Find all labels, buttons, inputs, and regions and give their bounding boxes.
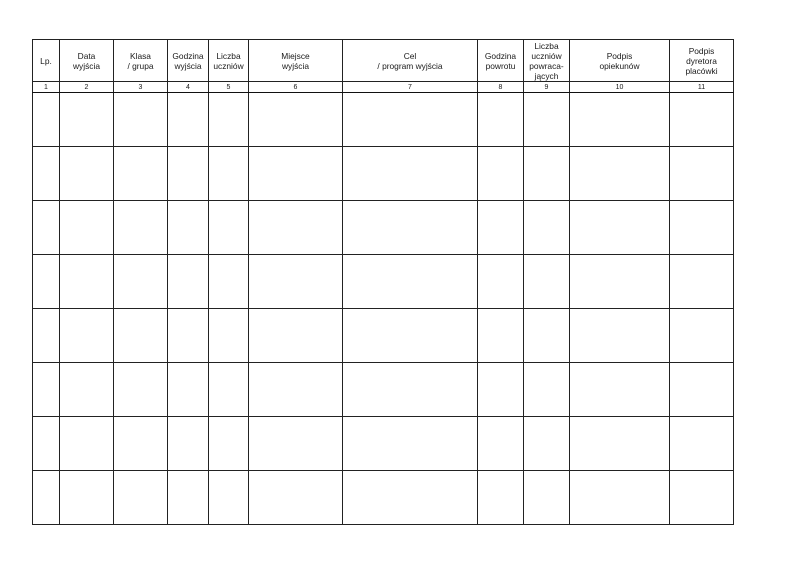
entry-cell[interactable] — [33, 309, 60, 363]
entry-cell[interactable] — [33, 363, 60, 417]
entry-cell[interactable] — [670, 309, 734, 363]
entry-cell[interactable] — [343, 147, 478, 201]
column-number: 6 — [249, 82, 343, 93]
entry-cell[interactable] — [343, 201, 478, 255]
entry-cell[interactable] — [478, 417, 524, 471]
column-header-klasa-grupa: Klasa / grupa — [114, 40, 168, 82]
entry-cell[interactable] — [524, 93, 570, 147]
entry-cell[interactable] — [114, 255, 168, 309]
entry-cell[interactable] — [114, 201, 168, 255]
entry-cell[interactable] — [343, 363, 478, 417]
column-header-godzina-powrotu: Godzina powrotu — [478, 40, 524, 82]
entry-cell[interactable] — [570, 363, 670, 417]
entry-cell[interactable] — [249, 147, 343, 201]
entry-cell[interactable] — [168, 93, 209, 147]
column-number: 5 — [209, 82, 249, 93]
table-row — [33, 255, 734, 309]
entry-cell[interactable] — [168, 147, 209, 201]
entry-cell[interactable] — [209, 255, 249, 309]
entry-cell[interactable] — [570, 309, 670, 363]
entry-cell[interactable] — [209, 309, 249, 363]
entry-cell[interactable] — [60, 363, 114, 417]
table-row — [33, 417, 734, 471]
entry-cell[interactable] — [168, 201, 209, 255]
entry-cell[interactable] — [60, 417, 114, 471]
column-header-data-wyjscia: Data wyjścia — [60, 40, 114, 82]
entry-cell[interactable] — [249, 363, 343, 417]
entry-cell[interactable] — [524, 147, 570, 201]
entry-cell[interactable] — [114, 471, 168, 525]
entry-cell[interactable] — [670, 147, 734, 201]
column-number: 10 — [570, 82, 670, 93]
entry-cell[interactable] — [570, 147, 670, 201]
entry-cell[interactable] — [114, 93, 168, 147]
entry-cell[interactable] — [209, 417, 249, 471]
entry-cell[interactable] — [249, 255, 343, 309]
header-row — [33, 40, 734, 82]
entry-cell[interactable] — [343, 255, 478, 309]
entry-cell[interactable] — [478, 363, 524, 417]
column-header-podpis-dyrektora: Podpis dyretora placówki — [670, 40, 734, 82]
entry-cell[interactable] — [168, 309, 209, 363]
entry-cell[interactable] — [168, 363, 209, 417]
entry-cell[interactable] — [670, 417, 734, 471]
entry-cell[interactable] — [524, 363, 570, 417]
entry-cell[interactable] — [33, 201, 60, 255]
column-header-liczba-uczniow: Liczba uczniów — [209, 40, 249, 82]
entry-cell[interactable] — [33, 471, 60, 525]
entry-cell[interactable] — [60, 255, 114, 309]
entry-cell[interactable] — [478, 201, 524, 255]
table-row — [33, 201, 734, 255]
entry-cell[interactable] — [670, 255, 734, 309]
entry-cell[interactable] — [114, 309, 168, 363]
column-number: 3 — [114, 82, 168, 93]
entry-cell[interactable] — [524, 201, 570, 255]
entry-rows — [33, 93, 734, 525]
entry-cell[interactable] — [478, 255, 524, 309]
entry-cell[interactable] — [114, 363, 168, 417]
school-outing-register-table — [32, 39, 734, 525]
entry-cell[interactable] — [114, 417, 168, 471]
column-header-lp: Lp. — [33, 40, 60, 82]
entry-cell[interactable] — [524, 417, 570, 471]
column-number: 2 — [60, 82, 114, 93]
entry-cell[interactable] — [249, 309, 343, 363]
entry-cell[interactable] — [60, 147, 114, 201]
entry-cell[interactable] — [249, 471, 343, 525]
entry-cell[interactable] — [33, 417, 60, 471]
entry-cell[interactable] — [670, 201, 734, 255]
entry-cell[interactable] — [33, 255, 60, 309]
entry-cell[interactable] — [209, 201, 249, 255]
entry-cell[interactable] — [670, 363, 734, 417]
entry-cell[interactable] — [570, 201, 670, 255]
entry-cell[interactable] — [209, 93, 249, 147]
entry-cell[interactable] — [478, 309, 524, 363]
entry-cell[interactable] — [343, 93, 478, 147]
entry-cell[interactable] — [670, 93, 734, 147]
table-row — [33, 363, 734, 417]
entry-cell[interactable] — [570, 93, 670, 147]
column-number-row — [33, 82, 734, 93]
entry-cell[interactable] — [60, 309, 114, 363]
table-row — [33, 471, 734, 525]
entry-cell[interactable] — [60, 93, 114, 147]
entry-cell[interactable] — [670, 471, 734, 525]
entry-cell[interactable] — [33, 147, 60, 201]
column-header-cel-program: Cel / program wyjścia — [343, 40, 478, 82]
entry-cell[interactable] — [570, 255, 670, 309]
entry-cell[interactable] — [60, 471, 114, 525]
table-row — [33, 309, 734, 363]
entry-cell[interactable] — [33, 93, 60, 147]
entry-cell[interactable] — [570, 417, 670, 471]
entry-cell[interactable] — [60, 201, 114, 255]
column-number: 1 — [33, 82, 60, 93]
column-number: 9 — [524, 82, 570, 93]
entry-cell[interactable] — [209, 471, 249, 525]
column-header-podpis-opiekunow: Podpis opiekunów — [570, 40, 670, 82]
column-number: 11 — [670, 82, 734, 93]
entry-cell[interactable] — [343, 309, 478, 363]
column-number: 7 — [343, 82, 478, 93]
entry-cell[interactable] — [478, 471, 524, 525]
entry-cell[interactable] — [168, 255, 209, 309]
entry-cell[interactable] — [478, 93, 524, 147]
entry-cell[interactable] — [168, 471, 209, 525]
entry-cell[interactable] — [114, 147, 168, 201]
entry-cell[interactable] — [249, 201, 343, 255]
entry-cell[interactable] — [524, 255, 570, 309]
table-row — [33, 93, 734, 147]
entry-cell[interactable] — [524, 309, 570, 363]
entry-cell[interactable] — [478, 147, 524, 201]
table-row — [33, 147, 734, 201]
column-header-miejsce-wyjscia: Miejsce wyjścia — [249, 40, 343, 82]
entry-cell[interactable] — [168, 417, 209, 471]
column-number: 4 — [168, 82, 209, 93]
entry-cell[interactable] — [249, 417, 343, 471]
column-header-liczba-powracajacych: Liczba uczniów powraca- jących — [524, 40, 570, 82]
entry-cell[interactable] — [209, 147, 249, 201]
entry-cell[interactable] — [209, 363, 249, 417]
entry-cell[interactable] — [343, 471, 478, 525]
entry-cell[interactable] — [249, 93, 343, 147]
entry-cell[interactable] — [524, 471, 570, 525]
entry-cell[interactable] — [570, 471, 670, 525]
column-header-godzina-wyjscia: Godzina wyjścia — [168, 40, 209, 82]
entry-cell[interactable] — [343, 417, 478, 471]
column-number: 8 — [478, 82, 524, 93]
